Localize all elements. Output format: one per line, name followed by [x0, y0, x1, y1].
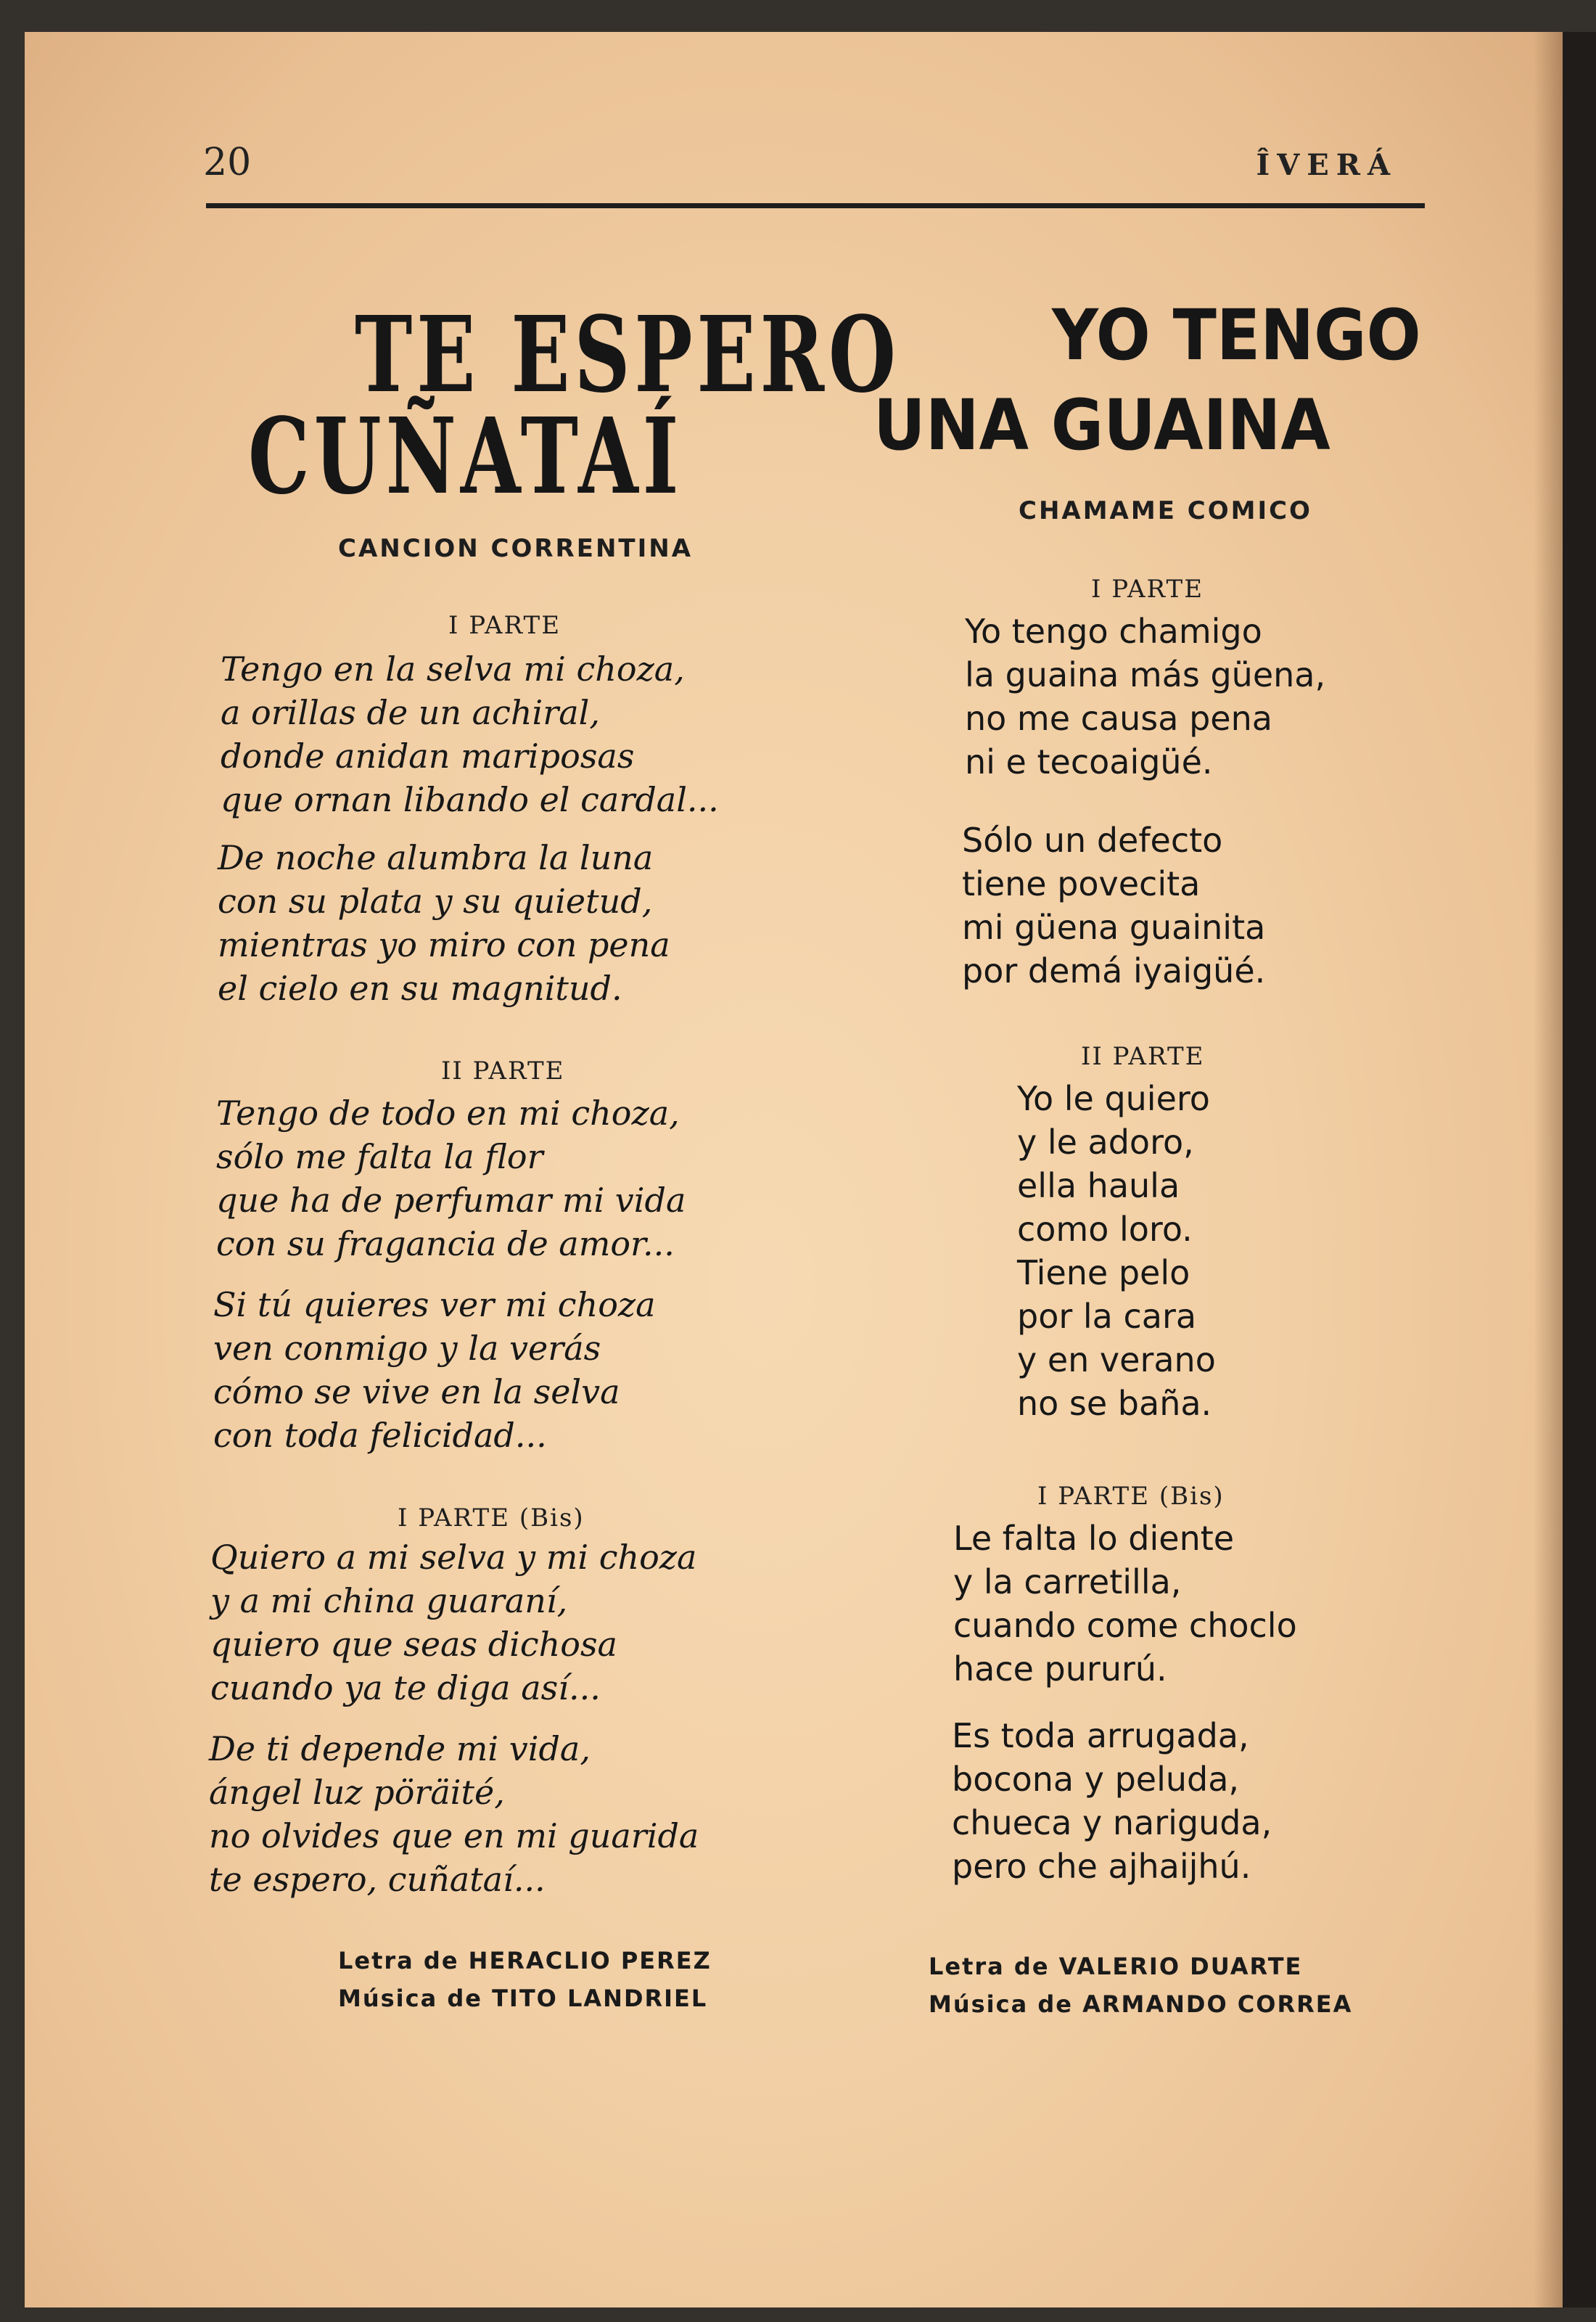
page-number: 20: [203, 141, 252, 184]
verse-line: ni e tecoaigüé.: [965, 742, 1213, 781]
verse-line: que ha de perfumar mi vida: [216, 1181, 686, 1220]
music-credit: Música de ARMANDO CORREA: [929, 1990, 1353, 2018]
right-section-heading: II PARTE: [1081, 1042, 1205, 1071]
left-song-subtitle: CANCION CORRENTINA: [338, 534, 694, 563]
verse-line: no olvides que en mi guarida: [209, 1816, 699, 1855]
verse-line: quiero que seas dichosa: [210, 1625, 617, 1664]
verse-line: ella haula: [1017, 1166, 1180, 1205]
verse-line: Es toda arrugada,: [952, 1716, 1249, 1755]
verse-line: mientras yo miro con pena: [218, 925, 670, 964]
verse-line: cómo se vive en la selva: [213, 1372, 620, 1411]
verse-line: De noche alumbra la luna: [218, 838, 654, 877]
right-stanza: [953, 1517, 1297, 1691]
verse-line: hace pururú.: [953, 1649, 1167, 1689]
left-section-heading: II PARTE: [441, 1057, 565, 1086]
verse-line: como loro.: [1017, 1210, 1193, 1249]
page-edge-shadow: [1563, 32, 1596, 2307]
verse-line: ángel luz pöräité,: [209, 1773, 505, 1812]
lyrics-credit: Letra de VALERIO DUARTE: [929, 1953, 1303, 1980]
header-rule: [206, 203, 1425, 208]
left-stanza: [213, 1283, 656, 1457]
verse-line: Tiene pelo: [1017, 1253, 1190, 1292]
verse-line: y la carretilla,: [953, 1562, 1182, 1601]
left-stanza: [209, 1727, 699, 1901]
verse-line: a orillas de un achiral,: [221, 693, 600, 732]
verse-line: por demá iyaigüé.: [962, 951, 1266, 990]
verse-line: cuando come choclo: [953, 1606, 1297, 1645]
verse-line: donde anidan mariposas: [221, 737, 635, 776]
left-stanza: [216, 1091, 686, 1265]
left-section-heading: I PARTE (Bis): [398, 1503, 585, 1533]
verse-line: Sólo un defecto: [962, 821, 1223, 860]
lyrics-credit: Letra de HERACLIO PEREZ: [338, 1947, 712, 1974]
verse-line: Tengo en la selva mi choza,: [221, 649, 685, 689]
right-section-heading: I PARTE: [1091, 575, 1204, 604]
verse-line: Quiero a mi selva y mi choza: [210, 1538, 697, 1577]
verse-line: el cielo en su magnitud.: [218, 969, 622, 1008]
verse-line: chueca y nariguda,: [952, 1803, 1272, 1842]
verse-line: la guaina más güena,: [965, 655, 1326, 694]
verse-line: no se baña.: [1017, 1384, 1212, 1423]
right-section-heading: I PARTE (Bis): [1037, 1482, 1225, 1511]
verse-line: y en verano: [1017, 1340, 1216, 1379]
left-song-credits: [338, 1942, 712, 2017]
verse-line: Yo le quiero: [1017, 1079, 1210, 1118]
right-song-title-line2: UNA GUAINA: [873, 385, 1330, 466]
verse-line: De ti depende mi vida,: [209, 1729, 591, 1768]
right-song-credits: [929, 1948, 1352, 2023]
verse-line: cuando ya te diga así...: [210, 1668, 601, 1707]
left-stanza: [210, 1535, 696, 1710]
verse-line: y a mi china guaraní,: [210, 1581, 568, 1620]
right-song-title-line1: YO TENGO: [1052, 295, 1421, 376]
verse-line: con toda felicidad...: [213, 1416, 547, 1455]
magazine-page: [25, 32, 1563, 2307]
music-credit: Música de TITO LANDRIEL: [338, 1985, 708, 2012]
verse-line: bocona y peluda,: [952, 1760, 1240, 1799]
right-stanza: [952, 1714, 1272, 1888]
verse-line: pero che ajhaijhú.: [952, 1847, 1251, 1886]
verse-line: que ornan libando el cardal...: [221, 780, 719, 819]
verse-line: tiene povecita: [962, 864, 1201, 903]
left-section-heading: I PARTE: [448, 611, 562, 640]
verse-line: Yo tengo chamigo: [965, 612, 1262, 651]
verse-line: con su plata y su quietud,: [218, 882, 653, 921]
right-stanza: [962, 819, 1265, 993]
verse-line: te espero, cuñataí...: [209, 1860, 546, 1899]
verse-line: no me causa pena: [965, 699, 1272, 738]
right-stanza: [965, 610, 1325, 784]
verse-line: Le falta lo diente: [953, 1519, 1235, 1558]
left-stanza: [218, 836, 670, 1010]
verse-line: mi güena guainita: [962, 908, 1266, 947]
verse-line: con su fragancia de amor...: [216, 1224, 675, 1263]
verse-line: Tengo de todo en mi choza,: [216, 1094, 680, 1133]
verse-line: ven conmigo y la verás: [213, 1329, 601, 1368]
verse-line: y le adoro,: [1017, 1123, 1194, 1162]
verse-line: Si tú quieres ver mi choza: [213, 1285, 656, 1324]
right-song-subtitle: CHAMAME COMICO: [1019, 496, 1312, 525]
right-stanza: [1017, 1077, 1216, 1425]
magazine-title: ÎVERÁ: [1256, 148, 1397, 182]
left-song-title-line2: CUÑATAÍ: [248, 395, 683, 517]
verse-line: por la cara: [1017, 1297, 1197, 1336]
verse-line: sólo me falta la flor: [216, 1137, 543, 1176]
left-song-title-line1: TE ESPERO: [355, 293, 900, 416]
left-stanza: [221, 647, 719, 821]
